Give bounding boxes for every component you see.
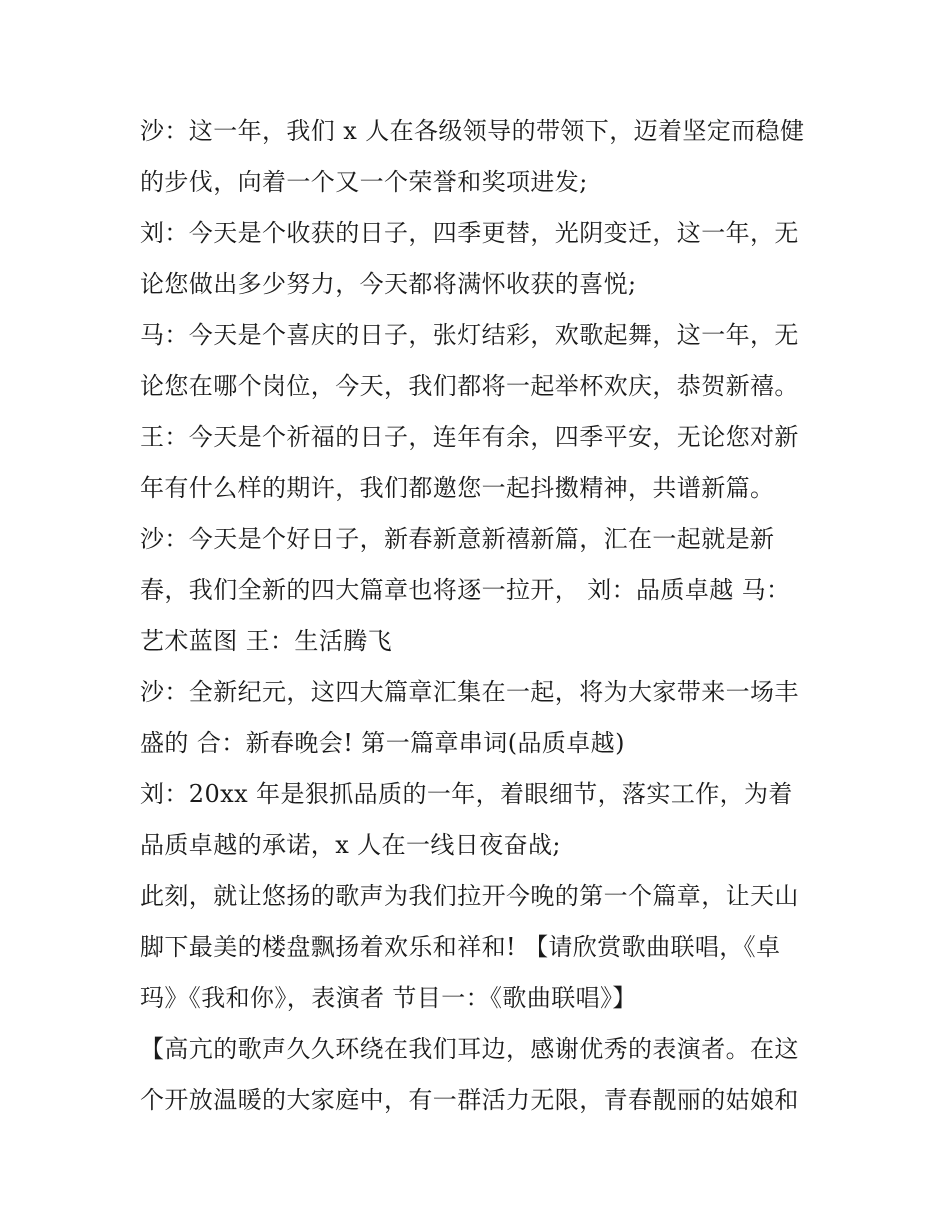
text-line: 刘：20xx 年是狠抓品质的一年，着眼细节，落实工作，为着 xyxy=(140,780,793,808)
text-line: 【高亢的歌声久久环绕在我们耳边，感谢优秀的表演者。在这 xyxy=(140,1035,799,1063)
document-body xyxy=(140,108,820,1128)
text-line: 论您做出多少努力，今天都将满怀收获的喜悦; xyxy=(140,270,637,298)
text-line: 玛》《我和你》，表演者 节目一：《歌曲联唱》】 xyxy=(140,984,637,1012)
text-line: 艺术蓝图 王：生活腾飞 xyxy=(140,627,393,655)
text-line: 年有什么样的期许，我们都邀您一起抖擞精神，共谱新篇。 xyxy=(140,474,775,502)
text-line: 此刻，就让悠扬的歌声为我们拉开今晚的第一个篇章，让天山 xyxy=(140,882,799,910)
text-line: 盛的 合：新春晚会! 第一篇章串词(品质卓越) xyxy=(140,729,625,757)
text-line: 品质卓越的承诺，x 人在一线日夜奋战; xyxy=(140,831,561,859)
text-line: 的步伐，向着一个又一个荣誉和奖项进发; xyxy=(140,168,588,196)
text-line: 沙：全新纪元，这四大篇章汇集在一起，将为大家带来一场丰 xyxy=(140,678,799,706)
text-line: 沙：今天是个好日子，新春新意新禧新篇，汇在一起就是新 xyxy=(140,525,775,553)
text-line: 沙：这一年，我们 x 人在各级领导的带领下，迈着坚定而稳健 xyxy=(140,117,805,145)
text-line: 脚下最美的楼盘飘扬着欢乐和祥和! 【请欣赏歌曲联唱，《卓 xyxy=(140,933,781,961)
text-line: 马：今天是个喜庆的日子，张灯结彩，欢歌起舞，这一年，无 xyxy=(140,321,799,349)
text-line: 刘：今天是个收获的日子，四季更替，光阴变迁，这一年，无 xyxy=(140,219,799,247)
text-line: 个开放温暖的大家庭中，有一群活力无限，青春靓丽的姑娘和 xyxy=(140,1086,799,1114)
text-line: 春，我们全新的四大篇章也将逐一拉开， 刘：品质卓越 马： xyxy=(140,576,791,604)
text-line: 王：今天是个祈福的日子，连年有余，四季平安，无论您对新 xyxy=(140,423,799,451)
text-line: 论您在哪个岗位，今天，我们都将一起举杯欢庆，恭贺新禧。 xyxy=(140,372,799,400)
